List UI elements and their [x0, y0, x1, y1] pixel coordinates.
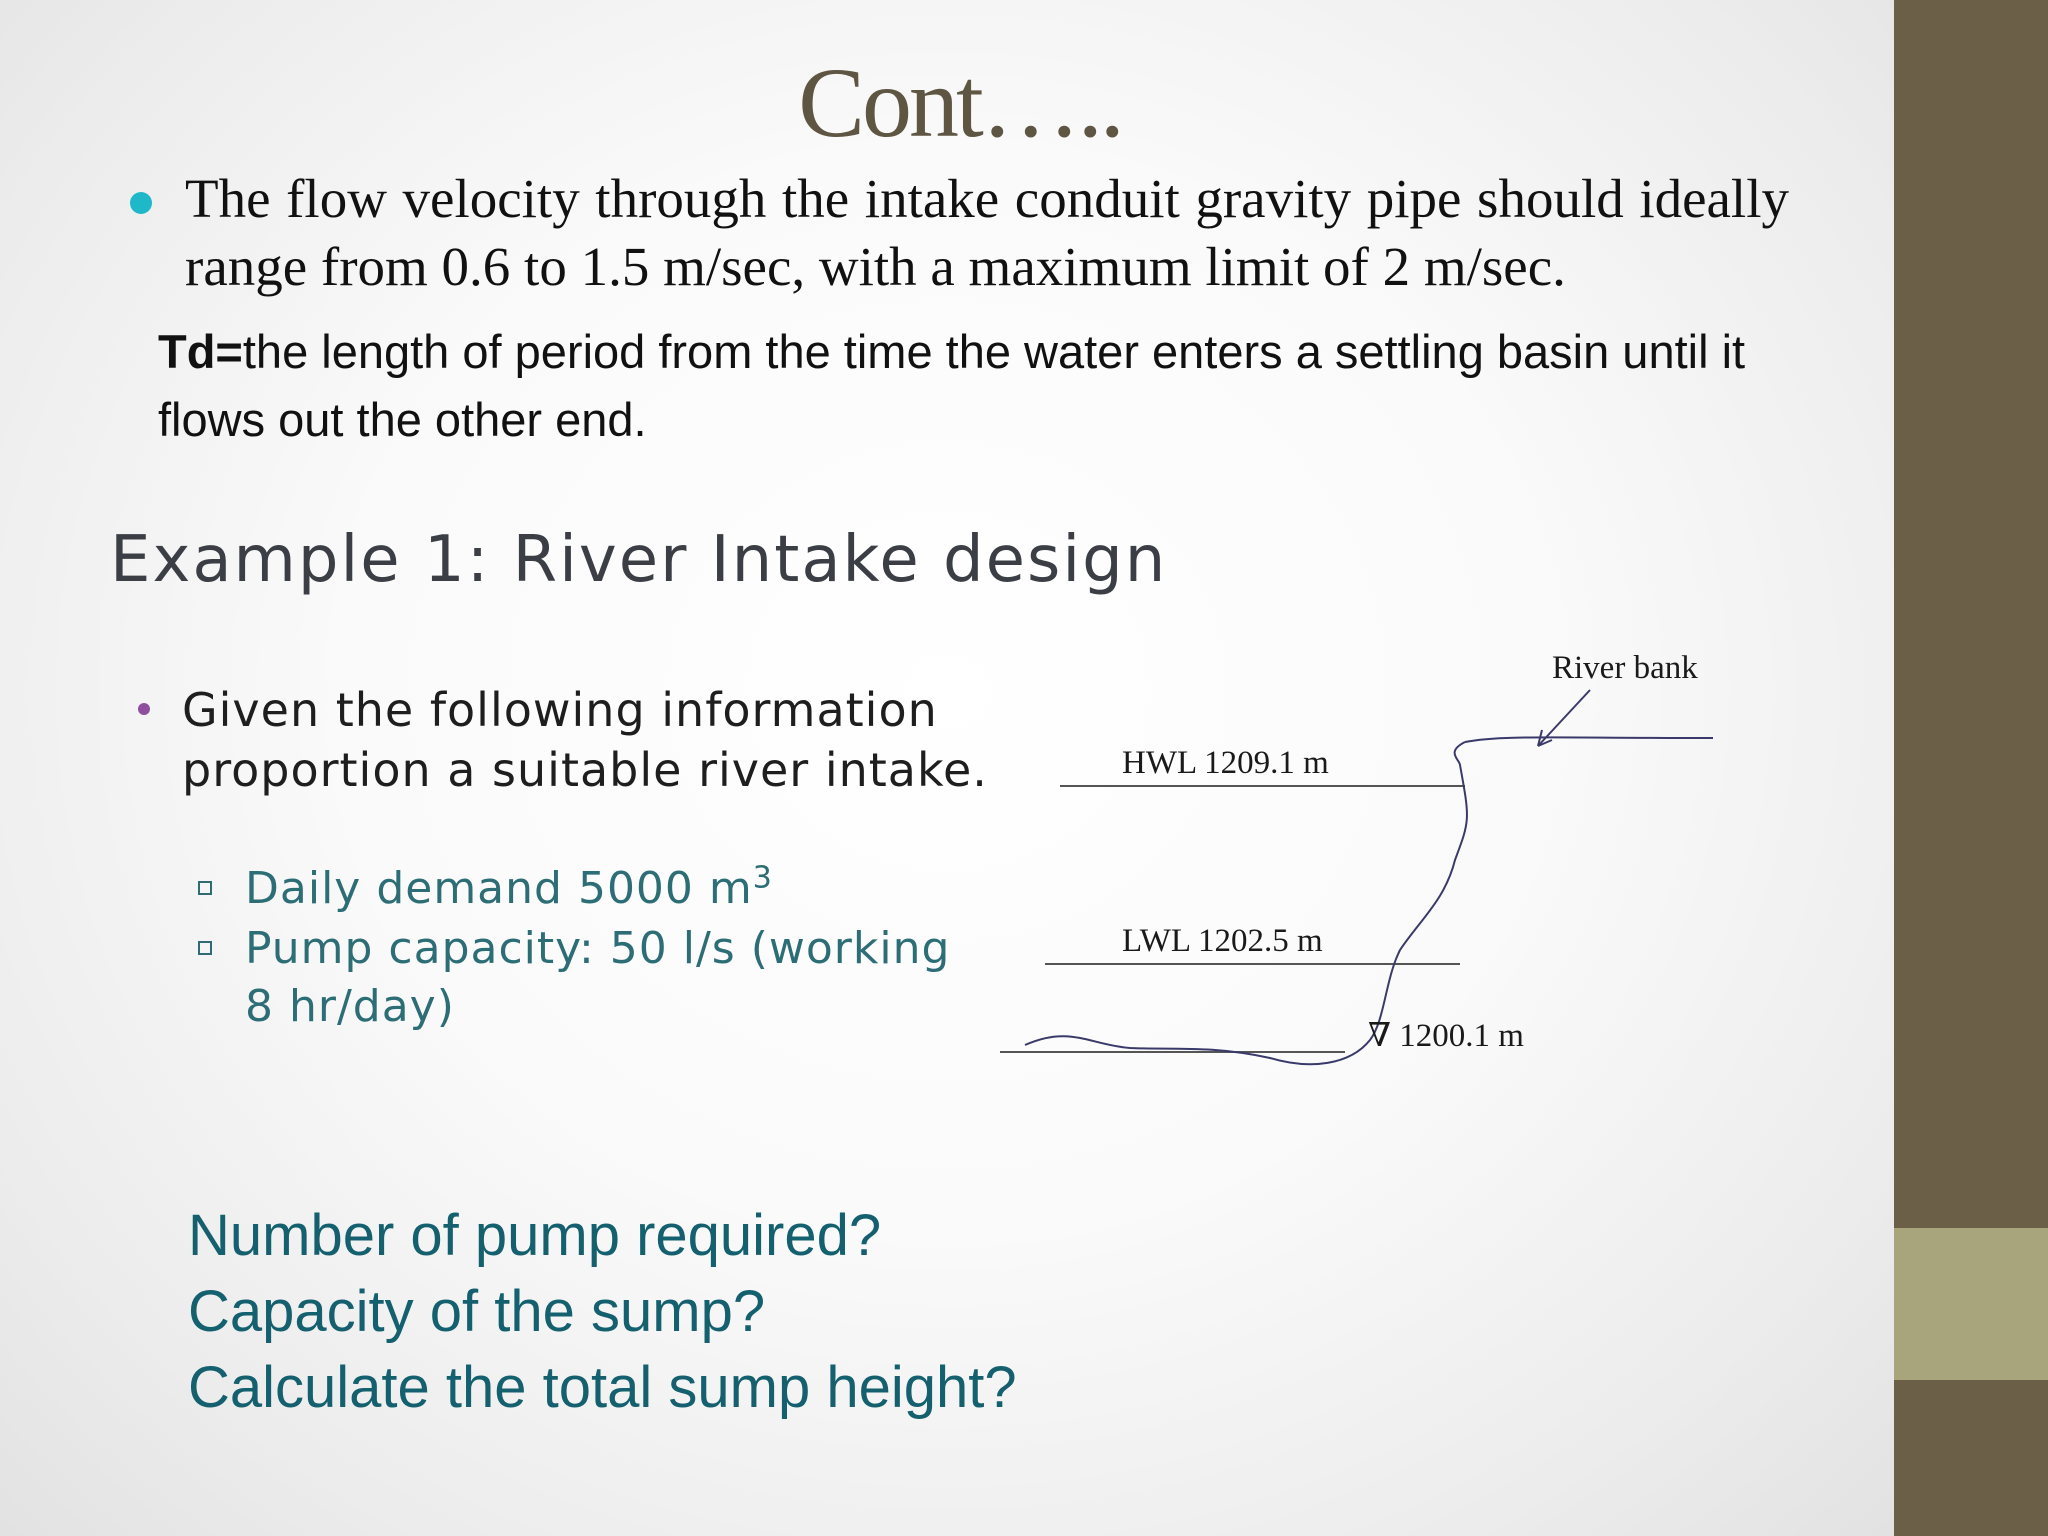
ground-surface-line: [1465, 737, 1713, 742]
river-cross-section-diagram: [990, 640, 1750, 1080]
flow-velocity-bullet: The flow velocity through the intake conduit gravity pipe should ideally range from 0.6 to 1.5 m/sec, with a maximum limit of 2 m/sec.: [185, 168, 1789, 297]
question-pump-count: Number of pump required?: [188, 1203, 882, 1268]
td-definition: [158, 318, 1818, 454]
lwl-label: LWL 1202.5 m: [1122, 923, 1323, 959]
question-sump-capacity: Capacity of the sump?: [188, 1279, 766, 1344]
questions-block: [188, 1198, 1588, 1426]
question-sump-height: Calculate the total sump height?: [188, 1355, 1017, 1420]
pump-capacity-item: Pump capacity: 50 l/s (working 8 hr/day): [245, 923, 951, 1032]
bed-elevation-label: ∇ 1200.1 m: [1368, 1018, 1524, 1054]
square-bullet-icon: [198, 881, 212, 895]
given-bullet-icon: [138, 703, 150, 715]
daily-demand-superscript: 3: [752, 860, 773, 896]
td-term: Td=: [158, 325, 243, 378]
td-definition-text: the length of period from the time the water enters a settling basin until it flows out the other end.: [158, 325, 1746, 446]
given-text: Given the following information proportion a suitable river intake.: [182, 683, 988, 797]
daily-demand-label: Daily demand 5000 m: [245, 863, 753, 914]
hwl-label: HWL 1209.1 m: [1122, 745, 1329, 781]
example-heading: Example 1: River Intake design: [110, 523, 1168, 597]
daily-demand-item: [245, 860, 965, 918]
slide-title: Cont…..: [798, 47, 1122, 158]
bullet-dot-icon: [130, 192, 152, 214]
square-bullet-icon: [198, 941, 212, 955]
bank-profile-curve: [1025, 742, 1467, 1064]
river-bank-label: River bank: [1552, 650, 1698, 686]
side-accent-block: [1894, 1228, 2048, 1380]
